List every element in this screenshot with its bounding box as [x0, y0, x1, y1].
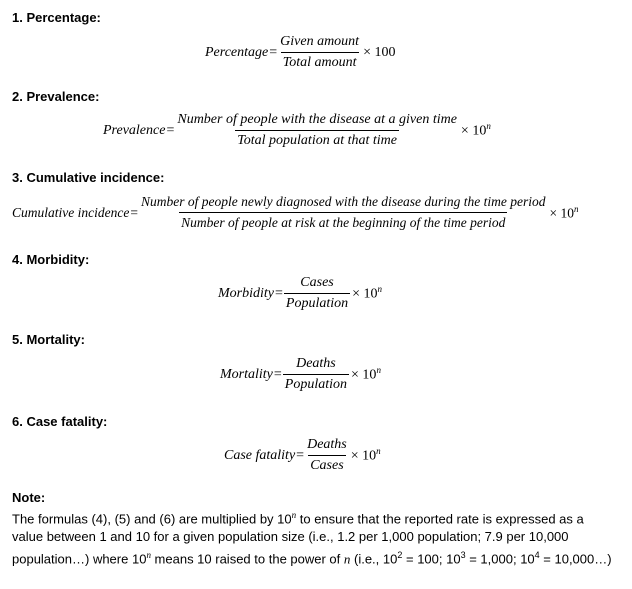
denominator: Population [284, 293, 350, 312]
formula-lhs: Mortality [220, 366, 273, 382]
formula-lhs: Percentage [205, 44, 269, 60]
denominator: Population [283, 374, 349, 393]
multiplier: × $10^n$ [351, 365, 381, 383]
formula-lhs: Cumulative incidence [12, 204, 130, 220]
fraction [139, 194, 548, 231]
heading-mortality: 5. Mortality: [12, 332, 85, 347]
numerator: Number of people newly diagnosed with the disease during the time period [140, 194, 546, 209]
equals-sign: = [130, 204, 138, 220]
equals-sign: = [296, 447, 305, 463]
heading-prevalence: 2. Prevalence: [12, 89, 100, 104]
note-text: The formulas (4), (5) and (6) are multiplied by 10$^n$ to ensure that the reported rate is expressed as a value between 1 and 10 for a given population size (i.e., 1.2 per 1,000 population; 7.9 per 10,000 population…) where 10$^n$ means 10 raised to the power of n (i.e., $10^2 = 100$; $10^3 = 1,000$; $10^4$ = 10,000…) [12, 510, 612, 567]
numerator: Number of people with the disease at a given time [177, 112, 457, 127]
fraction [175, 112, 459, 149]
note-title: Note: [12, 490, 46, 505]
numerator: Deaths [307, 437, 347, 452]
heading-morbidity: 4. Morbidity: [12, 252, 90, 267]
denominator: Total amount [281, 52, 359, 71]
formula-case-fatality [224, 437, 381, 474]
denominator: Total population at that time [235, 130, 399, 149]
equals-sign: = [166, 122, 175, 138]
heading-percentage: 1. Percentage: [12, 10, 101, 25]
equals-sign: = [275, 285, 283, 301]
formula-lhs: Morbidity [218, 285, 274, 301]
denominator: Number of people at risk at the beginning of the time period [179, 212, 507, 231]
heading-cumulative-incidence: 3. Cumulative incidence: [12, 170, 165, 185]
numerator: Given amount [280, 34, 360, 49]
numerator: Deaths [296, 356, 336, 371]
equals-sign: = [269, 44, 278, 60]
fraction [278, 34, 361, 71]
numerator: Cases [300, 275, 334, 290]
multiplier: × 100 [363, 44, 396, 60]
multiplier: × $10^n$ [549, 203, 579, 221]
formula-prevalence [103, 112, 491, 149]
equals-sign: = [273, 366, 282, 382]
heading-case-fatality: 6. Case fatality: [12, 414, 108, 429]
formula-cumulative-incidence [12, 194, 579, 231]
denominator: Cases [308, 455, 345, 474]
fraction [284, 275, 350, 312]
formula-lhs: Prevalence [103, 122, 166, 138]
formula-percentage [205, 34, 395, 71]
formula-mortality [220, 356, 381, 393]
fraction [283, 356, 349, 393]
multiplier: × $10^n$ [352, 284, 383, 302]
formula-lhs: Case fatality [224, 447, 296, 463]
multiplier: × $10^n$ [460, 121, 491, 139]
fraction [305, 437, 349, 474]
formula-morbidity [218, 275, 382, 312]
multiplier: × $10^n$ [350, 446, 381, 464]
